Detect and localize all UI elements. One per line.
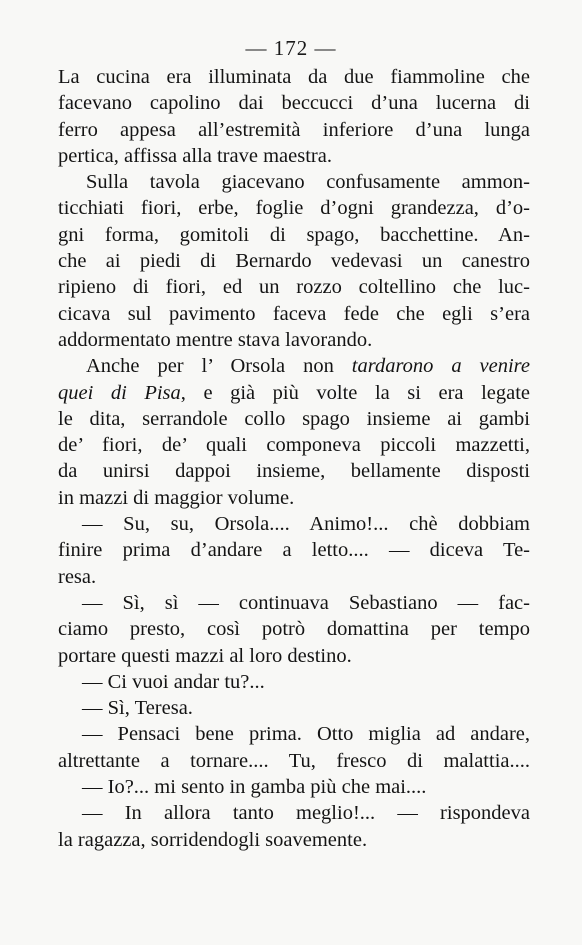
text-line: altrettante a tornare.... Tu, fresco di malattia.... xyxy=(58,749,530,772)
text-line: che ai piedi di Bernardo vedevasi un canestro xyxy=(58,250,530,273)
text-line: ticchiati fiori, erbe, foglie d’ogni grandezza, d’o- xyxy=(58,197,530,220)
text-line: — Ci vuoi andar tu?... xyxy=(82,670,265,693)
text-line: — In allora tanto meglio!... — rispondeva xyxy=(82,802,530,825)
text-line: — Sì, sì — continuava Sebastiano — fac- xyxy=(82,591,530,614)
text-segment: , e già più volte la si era legate xyxy=(180,381,530,404)
text-line: finire prima d’andare a letto.... — diceva Te- xyxy=(58,539,530,562)
page-number: — 172 — xyxy=(245,36,337,60)
text-line: ripieno di fiori, ed un rozzo coltellino che luc- xyxy=(58,276,530,299)
text-line: ciamo presto, così potrò domattina per tempo xyxy=(58,618,530,641)
body-text xyxy=(58,64,530,853)
text-line: de’ fiori, de’ quali componeva piccoli mazzetti, xyxy=(58,434,530,457)
text-line: la ragazza, sorridendogli soavemente. xyxy=(58,828,368,851)
text-segment: Anche per l’ Orsola non xyxy=(86,355,352,378)
text-line: — Io?... mi sento in gamba più che mai.... xyxy=(82,776,427,799)
text-line: portare questi mazzi al loro destino. xyxy=(58,644,352,667)
text-line: pertica, affissa alla trave maestra. xyxy=(58,144,332,167)
text-line: facevano capolino dai beccucci d’una lucerna di xyxy=(58,92,530,115)
text-line: resa. xyxy=(58,565,97,588)
italic-segment: tardarono a venire xyxy=(351,355,530,378)
text-line: gni forma, gomitoli di spago, bacchettine. An- xyxy=(58,223,530,246)
text-line: — Pensaci bene prima. Otto miglia ad andare, xyxy=(82,723,530,746)
text-line: Sulla tavola giacevano confusamente ammon- xyxy=(86,171,530,194)
text-line: addormentato mentre stava lavorando. xyxy=(58,328,373,351)
text-line: le dita, serrandole collo spago insieme ai gambi xyxy=(58,407,530,430)
text-line: La cucina era illuminata da due fiammoline che xyxy=(58,66,530,88)
text-line xyxy=(58,353,530,379)
text-line: — Su, su, Orsola.... Animo!... chè dobbiam xyxy=(82,513,530,536)
italic-segment: quei di Pisa xyxy=(58,381,181,404)
text-line xyxy=(58,380,530,406)
text-line: — Sì, Teresa. xyxy=(82,697,193,720)
text-line: ferro appesa all’estremità inferiore d’una lunga xyxy=(58,118,530,141)
text-line: in mazzi di maggior volume. xyxy=(58,486,295,509)
text-line: cicava sul pavimento faceva fede che egli s’era xyxy=(58,302,530,325)
text-line: da unirsi dappoi insieme, bellamente disposti xyxy=(58,460,530,483)
